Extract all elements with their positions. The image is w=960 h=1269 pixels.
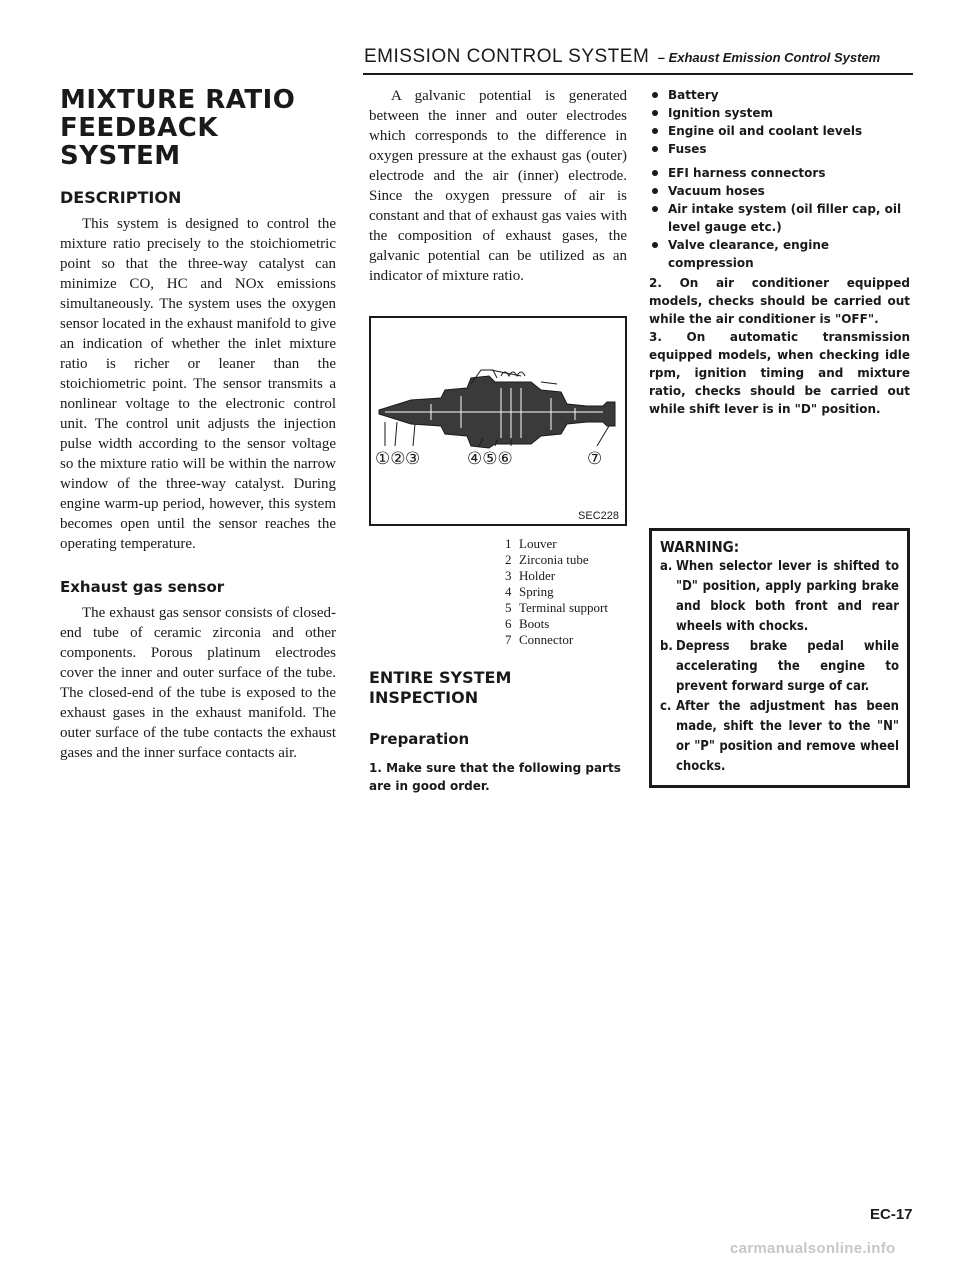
sensor-paragraph: The exhaust gas sensor consists of closed-end tube of ceramic zirconia and other components. Porous platinum electrodes cover the inner and outer surface of the tube. The closed-end of the tube is exposed to the exhaust gases in the exhaust manifold. The outer surface of the tube contacts the exhaust gases and the inner surface contacts air. bbox=[60, 605, 336, 761]
warning-box bbox=[649, 528, 910, 788]
checklist-item: EFI harness connectors bbox=[649, 164, 910, 182]
checklist-item: Vacuum hoses bbox=[649, 182, 910, 200]
legend-item bbox=[505, 536, 627, 552]
preparation-heading: Preparation bbox=[369, 730, 470, 748]
callout-4-5-6: ④⑤⑥ bbox=[467, 449, 513, 469]
page-number: EC-17 bbox=[870, 1206, 913, 1223]
legend-number: 7 bbox=[505, 632, 512, 647]
warning-item bbox=[660, 697, 899, 777]
warning-item-text: When selector lever is shifted to "D" position, apply parking brake and block both front and rear wheels with chocks. bbox=[676, 559, 899, 634]
legend-label: Terminal support bbox=[519, 600, 608, 615]
legend-label: Louver bbox=[519, 536, 557, 551]
legend-number: 6 bbox=[505, 616, 512, 631]
header-rule bbox=[363, 73, 913, 75]
main-heading-line2: FEEDBACK SYSTEM bbox=[60, 113, 219, 171]
step-2: 2. On air conditioner equipped models, checks should be carried out while the air conditioner is "OFF". bbox=[649, 276, 910, 326]
sensor-heading: Exhaust gas sensor bbox=[60, 578, 225, 596]
checklist-item: Engine oil and coolant levels bbox=[649, 122, 910, 140]
checklist-item: Ignition system bbox=[649, 104, 910, 122]
inspection-heading bbox=[369, 668, 627, 708]
legend-number: 4 bbox=[505, 584, 512, 599]
legend-number: 3 bbox=[505, 568, 512, 583]
legend-label: Connector bbox=[519, 632, 574, 647]
callout-3: ③ bbox=[405, 449, 421, 469]
warning-item-letter: b. bbox=[660, 639, 673, 654]
warning-item-text: After the adjustment has been made, shift the lever to the "N" or "P" position and remove wheel chocks. bbox=[676, 699, 899, 774]
running-head bbox=[364, 46, 912, 68]
figure-legend bbox=[505, 536, 627, 648]
step-1: 1. Make sure that the following parts are in good order. bbox=[369, 761, 621, 793]
legend-label: Holder bbox=[519, 568, 556, 583]
checklist-item: Battery bbox=[649, 86, 910, 104]
legend-number: 2 bbox=[505, 552, 512, 567]
warning-item bbox=[660, 557, 899, 637]
checklist-group-2 bbox=[649, 164, 910, 272]
warning-title: WARNING: bbox=[660, 538, 740, 556]
checklist-item: Valve clearance, engine compression bbox=[649, 236, 910, 272]
column-left bbox=[60, 86, 336, 763]
subsection-title: – Exhaust Emission Control System bbox=[657, 50, 881, 65]
warning-item-letter: c. bbox=[660, 699, 672, 714]
footer-watermark: carmanualsonline.info bbox=[730, 1240, 896, 1257]
inspection-heading-line1: ENTIRE SYSTEM bbox=[369, 668, 512, 687]
checklist-group-1 bbox=[649, 86, 910, 158]
legend-item bbox=[505, 632, 627, 648]
column-right bbox=[649, 86, 910, 788]
legend-item bbox=[505, 552, 627, 568]
warning-item-text: Depress brake pedal while accelerating the engine to prevent forward surge of car. bbox=[676, 639, 899, 694]
warning-item bbox=[660, 637, 899, 697]
legend-number: 1 bbox=[505, 536, 512, 551]
legend-item bbox=[505, 584, 627, 600]
description-paragraph: This system is designed to control the mixture ratio precisely to the stoichiometric point so that the three-way catalyst can minimize CO, HC and NOx emissions simultaneously. The system uses the oxygen sensor located in the exhaust manifold to give an indication of whether the inlet mixture ratio is richer or leaner than the stoichiometric point. The sensor transmits a nonlinear voltage to the electronic control unit. The control unit adjusts the injection pulse width according to the sensor voltage so the mixture ratio will be within the narrow window of the three-way catalyst. During engine warm-up period, however, this system becomes open until the sensor reaches the operating temperature. bbox=[60, 216, 336, 552]
legend-label: Spring bbox=[519, 584, 554, 599]
legend-number: 5 bbox=[505, 600, 512, 615]
galvanic-paragraph: A galvanic potential is generated between the inner and outer electrodes which corresponds to the difference in oxygen pressure at the exhaust gas (outer) electrode and the air (inner) electrode. Since the oxygen pressure of air is constant and that of exhaust gas vaies with the composition of exhaust gases, the galvanic potential can be utilized as an indicator of mixture ratio. bbox=[369, 88, 627, 284]
legend-label: Boots bbox=[519, 616, 550, 631]
description-heading: DESCRIPTION bbox=[60, 188, 182, 207]
main-heading bbox=[60, 86, 336, 170]
column-middle bbox=[369, 86, 627, 795]
checklist-item: Air intake system (oil filler cap, oil level gauge etc.) bbox=[649, 200, 910, 236]
checklist-item: Fuses bbox=[649, 140, 910, 158]
legend-label: Zirconia tube bbox=[519, 552, 589, 567]
legend-item bbox=[505, 568, 627, 584]
section-title: EMISSION CONTROL SYSTEM bbox=[364, 46, 650, 67]
exhaust-gas-sensor-illustration bbox=[371, 318, 625, 524]
warning-item-letter: a. bbox=[660, 559, 673, 574]
step-3: 3. On automatic transmission equipped models, when checking idle rpm, ignition timing and mixture ratio, checks should be carried out while shift lever is in "D" position. bbox=[649, 330, 910, 416]
figure-code: SEC228 bbox=[578, 510, 619, 522]
inspection-heading-line2: INSPECTION bbox=[369, 688, 479, 707]
main-heading-line1: MIXTURE RATIO bbox=[60, 85, 296, 115]
callout-1-2: ①② bbox=[375, 449, 406, 469]
legend-item bbox=[505, 600, 627, 616]
legend-item bbox=[505, 616, 627, 632]
callout-7: ⑦ bbox=[587, 449, 603, 469]
sensor-figure bbox=[369, 316, 627, 526]
